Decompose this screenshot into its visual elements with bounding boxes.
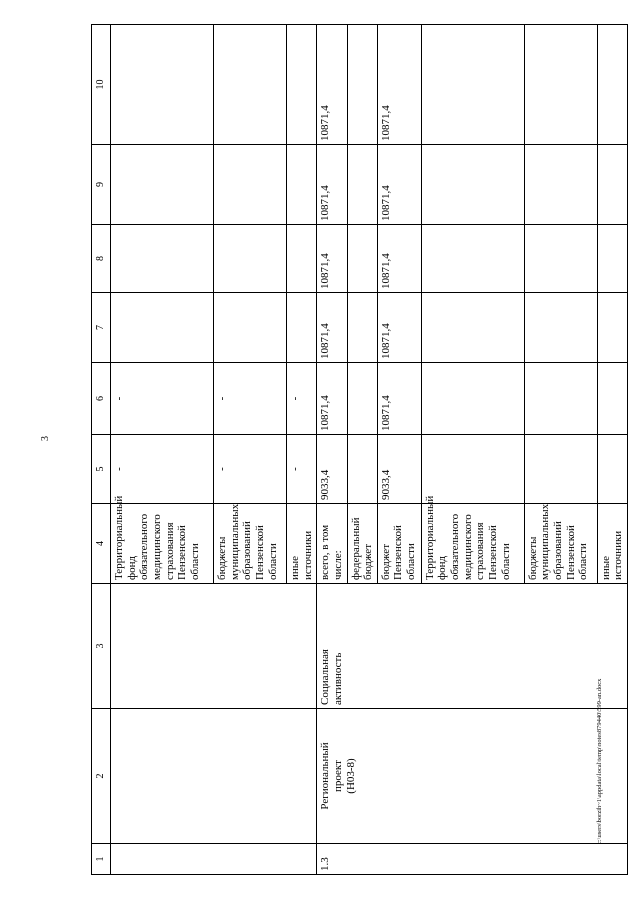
value-cell xyxy=(597,225,627,293)
project-number-cell: 1.3 xyxy=(317,844,628,875)
project-name-cell: Региональный проект (Н03-8) xyxy=(317,709,628,844)
value-cell xyxy=(597,363,627,435)
value-cell: 10871,4 xyxy=(377,363,421,435)
value-cell: 10871,4 xyxy=(317,145,347,225)
value-cell: 9033,4 xyxy=(317,435,347,504)
value-cell: - xyxy=(111,363,214,435)
header-cell-1: 1 xyxy=(92,844,111,875)
source-cell: иные источники xyxy=(287,504,317,584)
value-cell: - xyxy=(287,435,317,504)
value-cell xyxy=(347,145,377,225)
value-cell xyxy=(287,145,317,225)
value-cell xyxy=(524,225,597,293)
header-row xyxy=(92,25,111,875)
header-cell-2: 2 xyxy=(92,709,111,844)
value-cell xyxy=(347,293,377,363)
value-cell xyxy=(111,25,214,145)
header-cell-5: 5 xyxy=(92,435,111,504)
value-cell: 9033,4 xyxy=(377,435,421,504)
budget-table xyxy=(91,24,628,875)
value-cell xyxy=(347,225,377,293)
value-cell: - xyxy=(214,363,287,435)
value-cell xyxy=(421,363,524,435)
value-cell xyxy=(597,293,627,363)
table-row xyxy=(111,25,214,875)
source-cell: иные источники xyxy=(597,504,627,584)
project-name-cell-empty xyxy=(111,709,317,844)
value-cell xyxy=(214,293,287,363)
value-cell xyxy=(421,25,524,145)
responsible-cell-empty xyxy=(111,584,317,709)
value-cell: 10871,4 xyxy=(317,25,347,145)
value-cell xyxy=(421,145,524,225)
file-path: c:\users\borzih~1\appdata\local\temp\notes879440\599-an.docx xyxy=(596,678,603,844)
value-cell xyxy=(347,363,377,435)
value-cell: 10871,4 xyxy=(317,293,347,363)
source-cell: бюджет Пензенской области xyxy=(377,504,421,584)
value-cell xyxy=(597,435,627,504)
value-cell: 10871,4 xyxy=(377,145,421,225)
value-cell: 10871,4 xyxy=(377,293,421,363)
value-cell xyxy=(421,435,524,504)
value-cell xyxy=(524,363,597,435)
project-responsible-cell: Социальная активность xyxy=(317,584,628,709)
value-cell xyxy=(421,225,524,293)
value-cell: 10871,4 xyxy=(377,225,421,293)
value-cell: 10871,4 xyxy=(317,225,347,293)
value-cell xyxy=(214,225,287,293)
value-cell xyxy=(347,435,377,504)
source-cell: всего, в том числе: xyxy=(317,504,347,584)
number-cell-empty xyxy=(111,844,317,875)
value-cell xyxy=(421,293,524,363)
value-cell xyxy=(111,293,214,363)
value-cell xyxy=(287,25,317,145)
value-cell xyxy=(214,145,287,225)
value-cell xyxy=(287,293,317,363)
value-cell xyxy=(214,25,287,145)
header-cell-4: 4 xyxy=(92,504,111,584)
value-cell xyxy=(597,145,627,225)
table-row xyxy=(317,25,347,875)
value-cell xyxy=(524,293,597,363)
value-cell: - xyxy=(214,435,287,504)
value-cell xyxy=(524,435,597,504)
header-cell-6: 6 xyxy=(92,363,111,435)
header-cell-10: 10 xyxy=(92,25,111,145)
value-cell xyxy=(524,145,597,225)
value-cell xyxy=(347,25,377,145)
value-cell: - xyxy=(111,435,214,504)
value-cell: - xyxy=(287,363,317,435)
value-cell: 10871,4 xyxy=(317,363,347,435)
header-cell-8: 8 xyxy=(92,225,111,293)
value-cell xyxy=(287,225,317,293)
header-cell-7: 7 xyxy=(92,293,111,363)
value-cell: 10871,4 xyxy=(377,25,421,145)
source-cell: бюджеты муниципальных образований Пензенской области xyxy=(214,504,287,584)
source-cell: бюджеты муниципальных образований Пензенской области xyxy=(524,504,597,584)
source-cell: федеральный бюджет xyxy=(347,504,377,584)
source-cell: Территориальный фонд обязательного медицинского страхования Пензенской области xyxy=(421,504,524,584)
value-cell xyxy=(524,25,597,145)
value-cell xyxy=(111,225,214,293)
header-cell-9: 9 xyxy=(92,145,111,225)
value-cell xyxy=(597,25,627,145)
source-cell: Территориальный фонд обязательного медицинского страхования Пензенской области xyxy=(111,504,214,584)
page-number: 3 xyxy=(40,436,51,441)
value-cell xyxy=(111,145,214,225)
header-cell-3: 3 xyxy=(92,584,111,709)
